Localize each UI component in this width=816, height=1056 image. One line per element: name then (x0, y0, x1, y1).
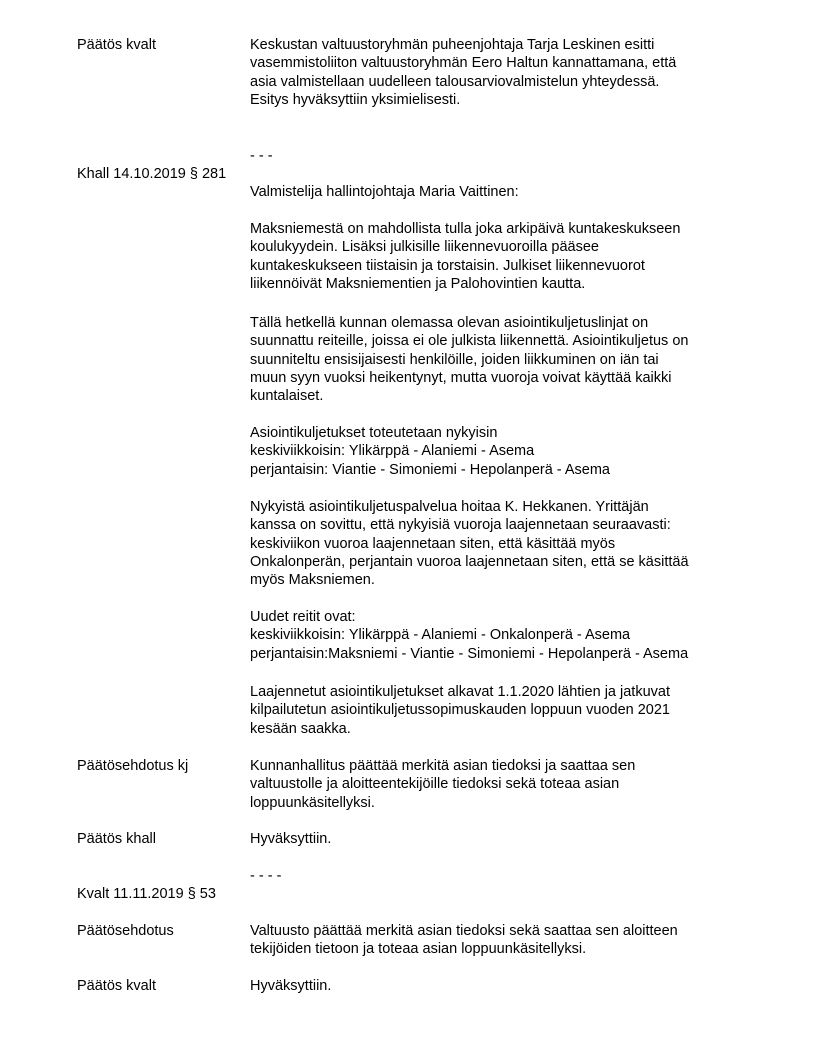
text-line: Tällä hetkellä kunnan olemassa olevan asiointikuljetuslinjat on (250, 315, 649, 331)
decision-khall-label: Päätös khall (77, 831, 156, 847)
proposal-label: Päätösehdotus (77, 923, 174, 939)
text-line: loppuunkäsitellyksi. (250, 794, 375, 811)
decision-kvalt-text: Hyväksyttiin. (250, 978, 332, 994)
text-line: kesään saakka. (250, 720, 351, 737)
text-line: Onkalonperän, perjantain vuoroa laajennetaan siten, että se käsittää (250, 553, 689, 570)
decision-kvalt-label: Päätös kvalt (77, 37, 156, 53)
decision-kvalt-label: Päätös kvalt (77, 978, 156, 994)
paragraph-3 (250, 424, 750, 479)
separator: - - - (250, 148, 273, 164)
text-line: asia valmistellaan uudelleen talousarviovalmistelun yhteydessä. (250, 73, 660, 90)
text-line: kilpailutetun asiointikuljetussopimuskauden loppuun vuoden 2021 (250, 702, 670, 719)
text-line: kuntalaiset. (250, 388, 324, 405)
paragraph-4 (250, 498, 750, 589)
text-line: keskiviikon vuoroa laajennetaan siten, että käsittää myös (250, 535, 616, 552)
text-line: Keskustan valtuustoryhmän puheenjohtaja Tarja Leskinen esitti (250, 37, 655, 53)
proposal-kj-label: Päätösehdotus kj (77, 758, 189, 774)
text-line: tekijöiden tietoon ja toteaa asian loppuunkäsitellyksi. (250, 941, 587, 958)
text-line: koulukyydein. Lisäksi julkisille liikennevuoroilla pääsee (250, 239, 599, 256)
kvalt-heading: Kvalt 11.11.2019 § 53 (77, 886, 216, 902)
paragraph-6 (250, 683, 750, 738)
decision-kvalt-text (250, 36, 750, 109)
text-line: Uudet reitit ovat: (250, 609, 356, 625)
text-line: keskiviikkoisin: Ylikärppä - Alaniemi - Onkalonperä - Asema (250, 627, 631, 644)
text-line: muun syyn vuoksi heikentynyt, mutta vuoroja voivat käyttää kaikki (250, 369, 672, 386)
proposal-text (250, 922, 750, 959)
khall-heading: Khall 14.10.2019 § 281 (77, 166, 227, 182)
text-line: suunniteltu ensisijaisesti henkilöille, joiden liikkuminen on iän tai (250, 351, 659, 368)
text-line: Esitys hyväksyttiin yksimielisesti. (250, 91, 461, 108)
text-line: valtuustolle ja aloitteentekijöille tiedoksi sekä toteaa asian (250, 776, 620, 793)
text-line: myös Maksniemen. (250, 572, 375, 589)
text-line: Nykyistä asiointikuljetuspalvelua hoitaa K. Hekkanen. Yrittäjän (250, 499, 649, 515)
decision-khall-text: Hyväksyttiin. (250, 831, 332, 847)
text-line: Maksniemestä on mahdollista tulla joka arkipäivä kuntakeskukseen (250, 221, 681, 237)
text-line: Asiointikuljetukset toteutetaan nykyisin (250, 425, 498, 441)
proposal-kj-text (250, 757, 750, 812)
text-line: Kunnanhallitus päättää merkitä asian tiedoksi ja saattaa sen (250, 758, 636, 774)
separator: - - - - (250, 868, 282, 884)
text-line: suunnattu reiteille, joissa ei ole julkista liikennettä. Asiointikuljetus on (250, 333, 689, 350)
text-line: keskiviikkoisin: Ylikärppä - Alaniemi - Asema (250, 443, 535, 460)
text-line: perjantaisin:Maksniemi - Viantie - Simoniemi - Hepolanperä - Asema (250, 645, 689, 662)
text-line: Laajennetut asiointikuljetukset alkavat 1.1.2020 lähtien ja jatkuvat (250, 684, 670, 700)
text-line: kanssa on sovittu, että nykyisiä vuoroja laajennetaan seuraavasti: (250, 517, 671, 534)
text-line: kuntakeskukseen tiistaisin ja torstaisin. Julkiset liikennevuorot (250, 257, 645, 274)
paragraph-2 (250, 314, 750, 405)
text-line: perjantaisin: Viantie - Simoniemi - Hepolanperä - Asema (250, 461, 610, 478)
paragraph-5 (250, 608, 750, 663)
paragraph-1 (250, 220, 750, 293)
text-line: liikennöivät Maksniementien ja Palohovintien kautta. (250, 275, 586, 292)
text-line: vasemmistoliiton valtuustoryhmän Eero Haltun kannattamana, että (250, 55, 677, 72)
preparer-line: Valmistelija hallintojohtaja Maria Vaittinen: (250, 184, 519, 200)
text-line: Valtuusto päättää merkitä asian tiedoksi sekä saattaa sen aloitteen (250, 923, 678, 939)
